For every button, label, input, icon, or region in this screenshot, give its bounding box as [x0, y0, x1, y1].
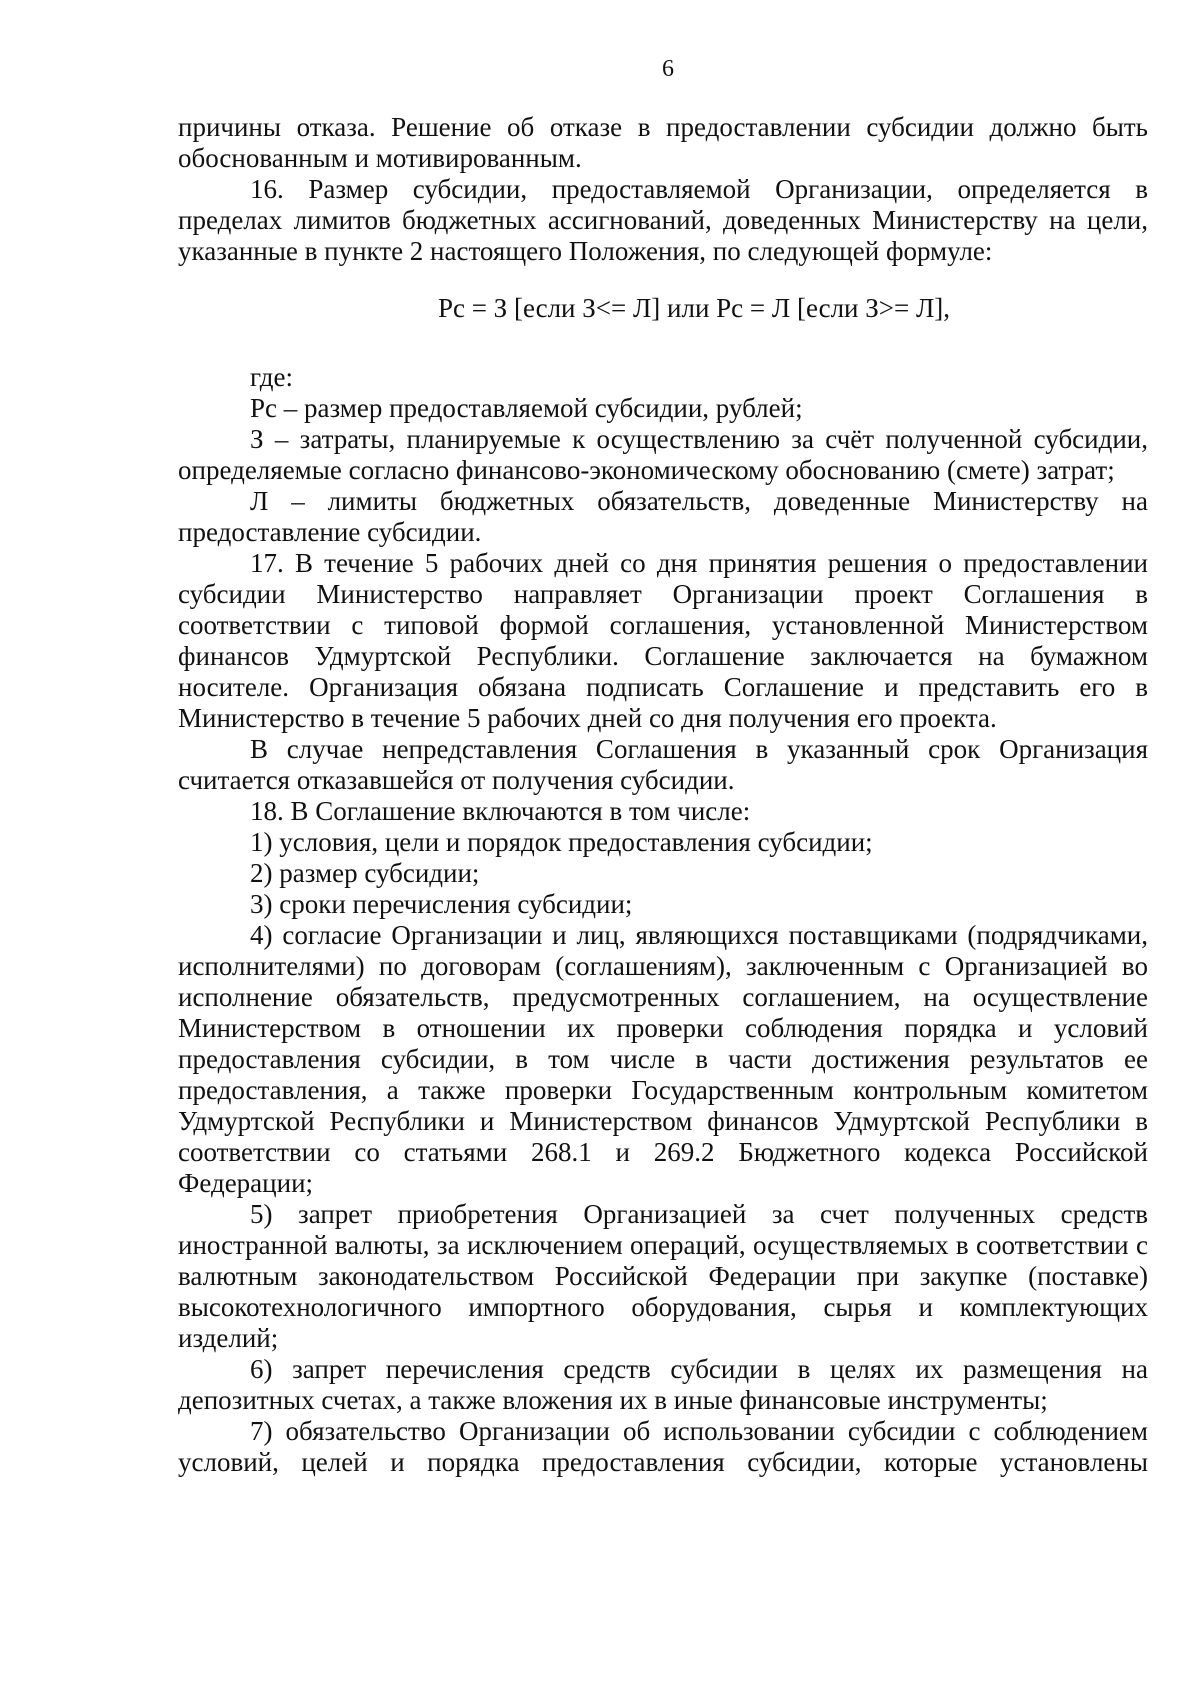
paragraph-refusal-reasons: причины отказа. Решение об отказе в предоставлении субсидии должно быть обоснованным и мотивированным. — [178, 112, 1148, 173]
list-item-1: 1) условия, цели и порядок предоставления субсидии; — [250, 827, 873, 857]
definition-rs: Рс – размер предоставляемой субсидии, рублей; — [250, 393, 803, 423]
definition-z: З – затраты, планируемые к осуществлению за счёт полученной субсидии, определяемые согласно финансово-экономическому обоснованию (смете) затрат; — [178, 424, 1148, 485]
page-number: 6 — [662, 56, 674, 82]
list-item-7: 7) обязательство Организации об использовании субсидии с соблюдением условий, целей и порядка предоставления субсидии, которые установлены — [178, 1416, 1148, 1477]
list-item-6: 6) запрет перечисления средств субсидии в целях их размещения на депозитных счетах, а также вложения их в иные финансовые инструменты; — [178, 1354, 1148, 1415]
document-text — [178, 112, 1148, 1478]
list-item-2: 2) размер субсидии; — [250, 858, 480, 888]
paragraph-17: 17. В течение 5 рабочих дней со дня принятия решения о предоставлении субсидии Министерство направляет Организации проект Соглашения в соответствии с типовой формой соглашения, установленной Министерством финансов Удмуртской Республики. Соглашение заключается на бумажном носителе. Организация обязана подписать Соглашение и представить его в Министерство в течение 5 рабочих дней со дня получения его проекта. — [178, 548, 1148, 733]
definition-l: Л – лимиты бюджетных обязательств, доведенные Министерству на предоставление субсидии. — [178, 486, 1148, 547]
paragraph-17-refusal: В случае непредставления Соглашения в указанный срок Организация считается отказавшейся от получения субсидии. — [178, 734, 1148, 795]
list-item-3: 3) сроки перечисления субсидии; — [250, 889, 633, 919]
definition-where: где: — [250, 362, 293, 392]
formula: Рс = З [если З<= Л] или Рс = Л [если З>= Л], — [437, 293, 951, 323]
paragraph-16: 16. Размер субсидии, предоставляемой Организации, определяется в пределах лимитов бюджетных ассигнований, доведенных Министерству на цели, указанные в пункте 2 настоящего Положения, по следующей формуле: — [178, 174, 1148, 266]
list-item-4: 4) согласие Организации и лиц, являющихся поставщиками (подрядчиками, исполнителями) по договорам (соглашениям), заключенным с Организацией во исполнение обязательств, предусмотренных соглашением, на осуществление Министерством в отношении их проверки соблюдения порядка и условий предоставления субсидии, в том числе в части достижения результатов ее предоставления, а также проверки Государственным контрольным комитетом Удмуртской Республики и Министерством финансов Удмуртской Республики в соответствии со статьями 268.1 и 269.2 Бюджетного кодекса Российской Федерации; — [178, 920, 1148, 1198]
paragraph-18: 18. В Соглашение включаются в том числе: — [250, 796, 751, 826]
list-item-5: 5) запрет приобретения Организацией за счет полученных средств иностранной валюты, за исключением операций, осуществляемых в соответствии с валютным законодательством Российской Федерации при закупке (поставке) высокотехнологичного импортного оборудования, сырья и комплектующих изделий; — [178, 1199, 1148, 1353]
